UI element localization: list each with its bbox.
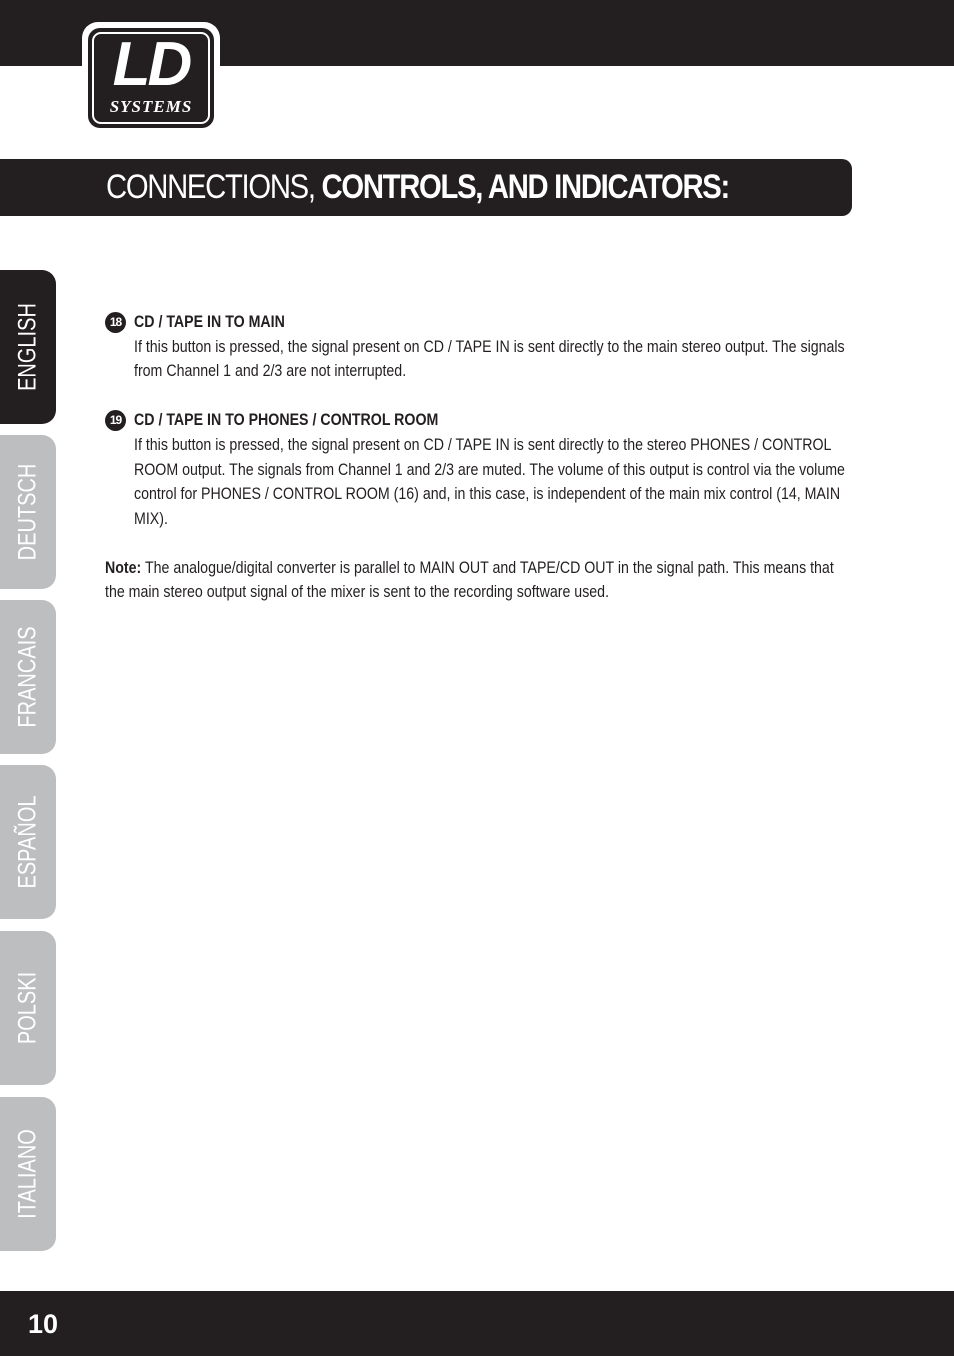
page-title-light: CONNECTIONS, — [106, 168, 315, 206]
item-body: If this button is pressed, the signal present on CD / TAPE IN is sent directly to the stereo PHONES / CONTROL ROOM output. The signals from Channel 1 and 2/3 are muted. The volume of this output is control via the volume control for PHONES / CONTROL ROOM (16) and, in this case, is independent of the main mix control (14, MAIN MIX). — [134, 435, 845, 528]
tab-label: ESPAÑOL — [13, 795, 42, 889]
tab-label: FRANCAIS — [13, 626, 42, 728]
list-item — [105, 310, 855, 384]
page-title-bold: CONTROLS, AND INDICATORS: — [321, 168, 729, 206]
content — [105, 310, 855, 605]
title-bar — [0, 159, 852, 216]
tab-deutsch[interactable] — [0, 435, 56, 589]
note-text — [105, 556, 834, 605]
tab-label: POLSKI — [13, 971, 42, 1045]
item-number-badge: 19 — [105, 410, 126, 431]
tab-espanol[interactable] — [0, 765, 56, 919]
note-body: The analogue/digital converter is parallel to MAIN OUT and TAPE/CD OUT in the signal path. This means that the main stereo output signal of the mixer is sent to the recording software used. — [105, 558, 834, 602]
logo-ld-text: LD — [112, 30, 190, 99]
tab-label: ITALIANO — [13, 1129, 42, 1219]
tab-label: DEUTSCH — [13, 463, 42, 561]
note-paragraph — [105, 556, 855, 605]
tab-label: ENGLISH — [13, 303, 42, 391]
list-item — [105, 408, 855, 532]
item-text — [134, 408, 853, 532]
tab-francais[interactable] — [0, 600, 56, 754]
bottom-bar — [0, 1291, 954, 1356]
item-number-badge: 18 — [105, 312, 126, 333]
tab-english[interactable] — [0, 270, 56, 424]
page-number: 10 — [28, 1309, 59, 1339]
tab-polski[interactable] — [0, 931, 56, 1085]
tab-italiano[interactable] — [0, 1097, 56, 1251]
page-title — [106, 159, 729, 216]
item-heading: CD / TAPE IN TO MAIN — [134, 313, 285, 331]
item-text — [134, 310, 853, 384]
item-body: If this button is pressed, the signal present on CD / TAPE IN is sent directly to the main stereo output. The signals from Channel 1 and 2/3 are not interrupted. — [134, 337, 845, 381]
note-label: Note: — [105, 558, 142, 577]
ld-systems-logo — [88, 28, 214, 128]
item-heading: CD / TAPE IN TO PHONES / CONTROL ROOM — [134, 411, 439, 430]
logo-systems-text: SYSTEMS — [109, 97, 193, 116]
